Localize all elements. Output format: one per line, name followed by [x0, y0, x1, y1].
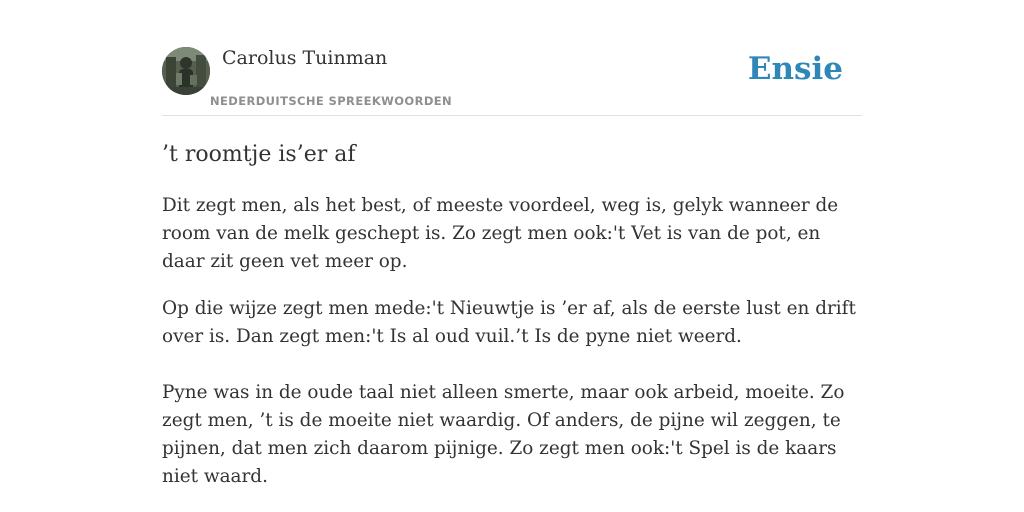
author-name[interactable]: Carolus Tuinman [222, 47, 388, 69]
entry-header [162, 0, 862, 116]
entry-paragraph: Pyne was in de oude taal niet alleen smerte, maar ook arbeid, moeite. Zo zegt men, ’t is de moeite niet waardig. Of anders, de pijne wil zeggen, te pijnen, dat men zich daarom pijnige. Zo zegt men ook:'t Spel is de kaars niet waard. [162, 382, 845, 487]
statue-photo-icon [162, 47, 210, 95]
entry-title: ’t roomtje is’er af [162, 142, 356, 167]
entry-paragraph: Dit zegt men, als het best, of meeste voordeel, weg is, gelyk wanneer de room van de melk geschept is. Zo zegt men ook:'t Vet is van de pot, en daar zit geen vet meer op. [162, 195, 839, 272]
brand-logo[interactable]: Ensie [747, 51, 843, 87]
source-label[interactable]: NEDERDUITSCHE SPREEKWOORDEN [210, 94, 453, 108]
author-avatar[interactable] [162, 47, 210, 95]
entry-card [162, 0, 862, 487]
entry-paragraph: Op die wijze zegt men mede:'t Nieuwtje is ’er af, als de eerste lust en drift over is. Dan zegt men:'t Is al oud vuil.’t Is de pyne niet weerd. [162, 298, 856, 347]
